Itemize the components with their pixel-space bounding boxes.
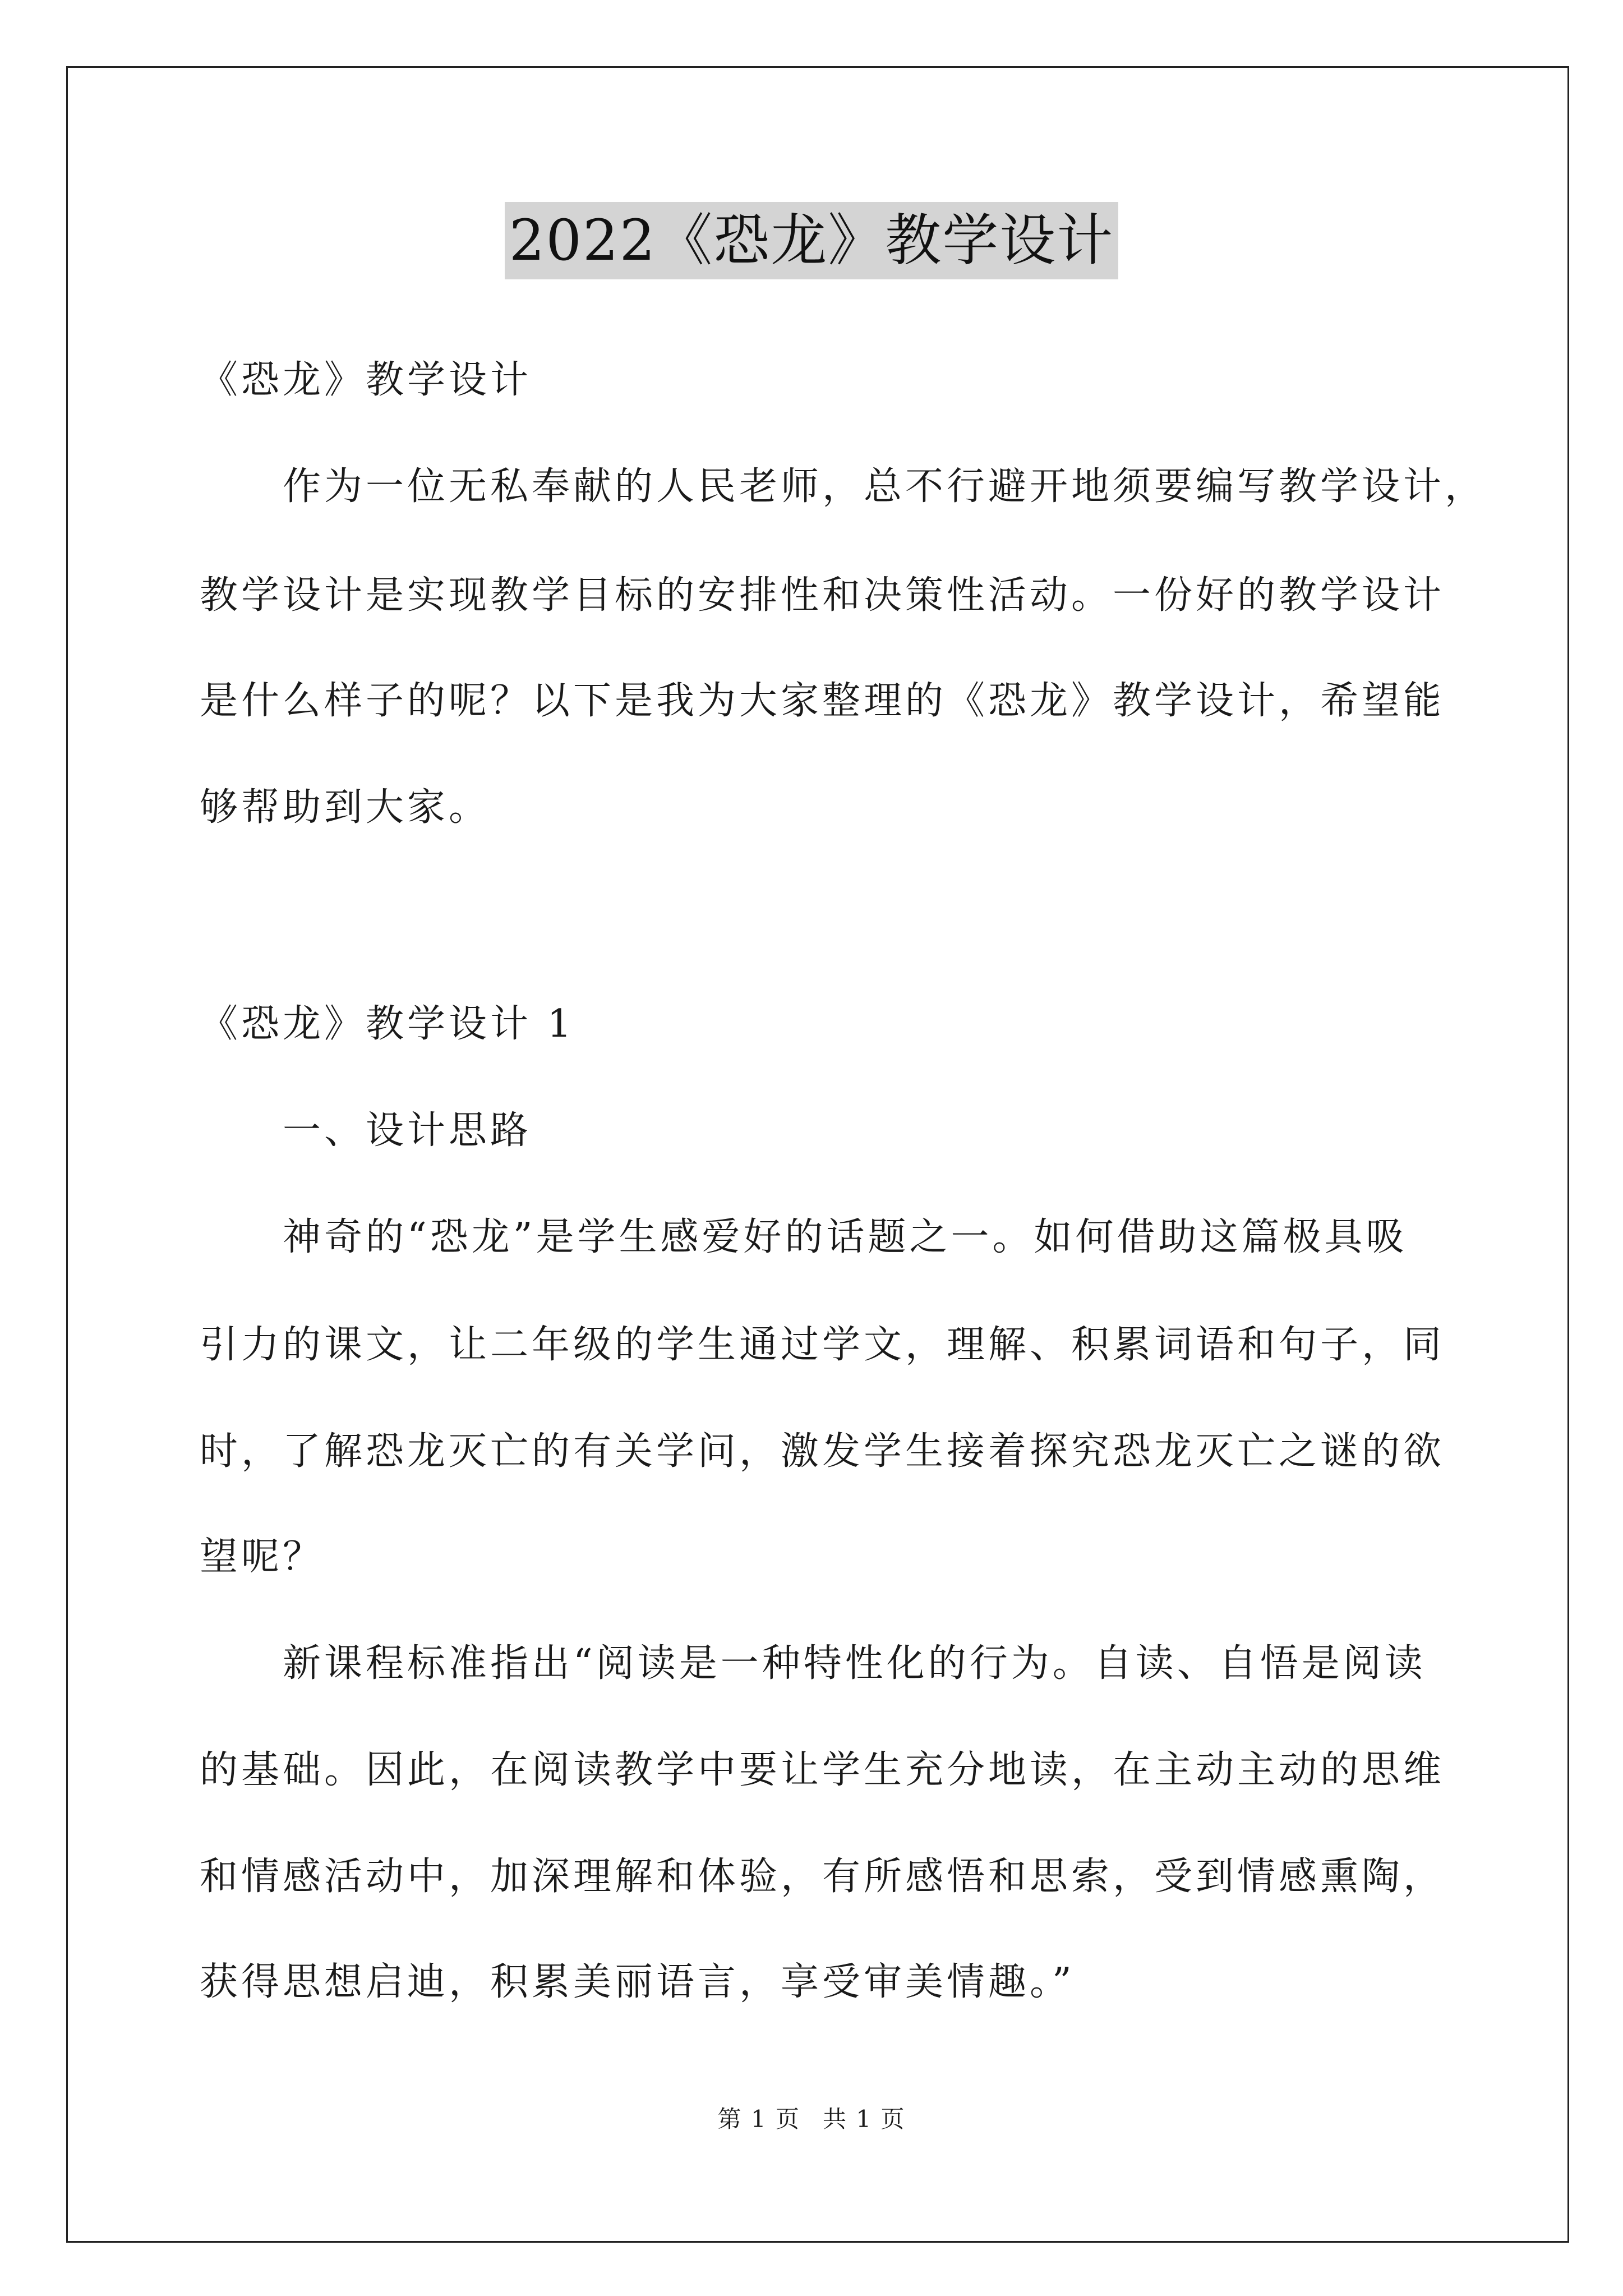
paragraph1-line-4: 望呢？ — [200, 1535, 325, 1579]
document-title: 2022《恐龙》教学设计 — [505, 202, 1119, 279]
paragraph2-line-3: 和情感活动中，加深理解和体验，有所感悟和思索，受到情感熏陶， — [200, 1855, 1445, 1899]
subsection-heading: 一、设计思路 — [283, 1108, 532, 1153]
page-footer — [0, 2101, 1623, 2134]
intro-line-2: 教学设计是实现教学目标的安排性和决策性活动。一份好的教学设计 — [200, 573, 1445, 618]
intro-line-4: 够帮助到大家。 — [200, 785, 491, 830]
paragraph1-line-1: 神奇的“恐龙”是学生感爱好的话题之一。如何借助这篇极具吸 — [283, 1215, 1408, 1259]
paragraph2-line-2: 的基础。因此，在阅读教学中要让学生充分地读，在主动主动的思维 — [200, 1748, 1445, 1792]
page-total: 共 1 页 — [823, 2105, 906, 2133]
intro-line-3: 是什么样子的呢？以下是我为大家整理的《恐龙》教学设计，希望能 — [200, 679, 1445, 723]
intro-line-1: 作为一位无私奉献的人民老师，总不行避开地须要编写教学设计， — [283, 464, 1487, 509]
section-heading: 《恐龙》教学设计 1 — [200, 1002, 575, 1046]
paragraph2-line-4: 获得思想启迪，积累美丽语言，享受审美情趣。” — [200, 1960, 1075, 2004]
paragraph2-line-1: 新课程标准指出“阅读是一种特性化的行为。自读、自悟是阅读 — [283, 1641, 1426, 1686]
intro-heading: 《恐龙》教学设计 — [200, 358, 532, 402]
title-container — [0, 202, 1623, 279]
paragraph1-line-2: 引力的课文，让二年级的学生通过学文，理解、积累词语和句子，同 — [200, 1323, 1445, 1367]
paragraph1-line-3: 时，了解恐龙灭亡的有关学问，激发学生接着探究恐龙灭亡之谜的欲 — [200, 1429, 1445, 1474]
page-number: 第 1 页 — [717, 2105, 800, 2133]
